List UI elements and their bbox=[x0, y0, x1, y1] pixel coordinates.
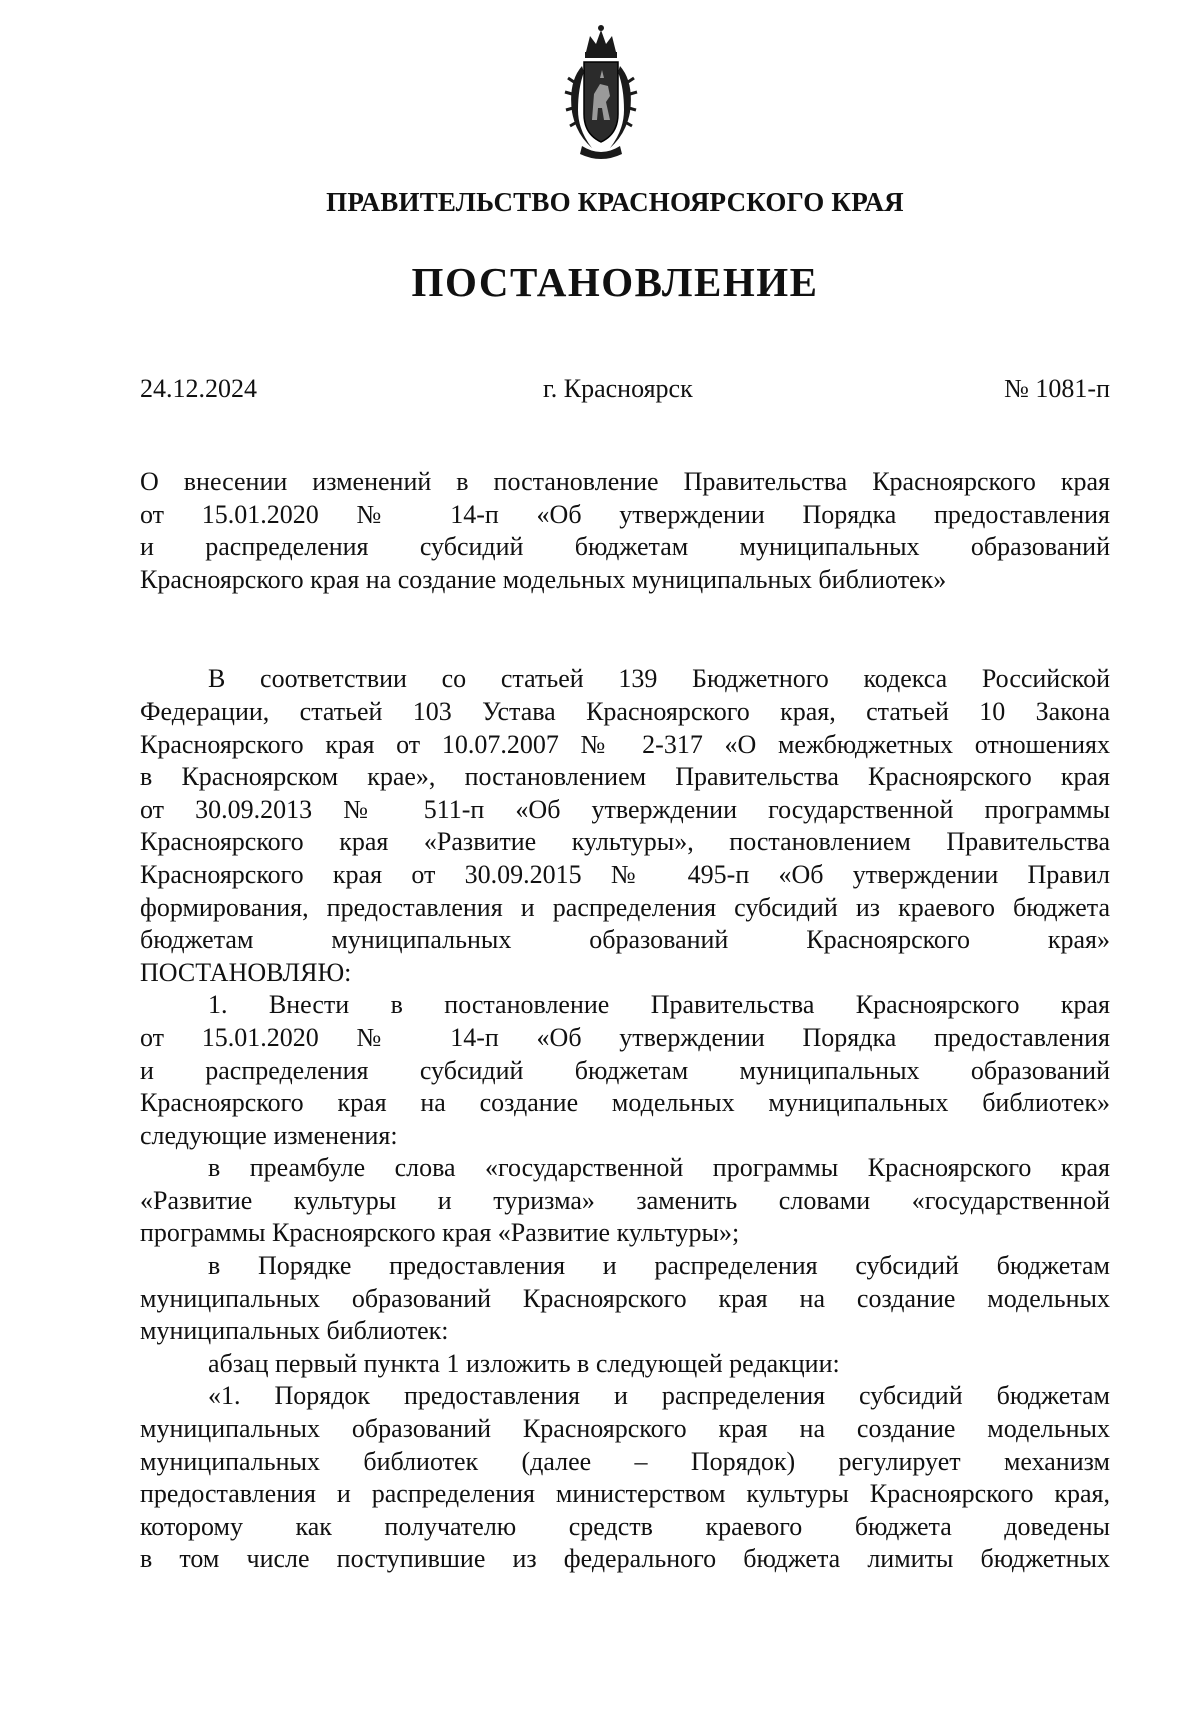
title-line: и распределения субсидий бюджетам муниципальных образований bbox=[140, 532, 1110, 562]
body-line: от 15.01.2020 № 14-п «Об утверждении Порядка предоставления bbox=[140, 1022, 1110, 1052]
body-line: 1. Внести в постановление Правительства Красноярского края bbox=[208, 990, 1110, 1020]
document-meta bbox=[140, 374, 1110, 408]
body-line: муниципальных библиотек (далее – Порядок) регулирует механизм bbox=[140, 1446, 1110, 1476]
body-line: Федерации, статьей 103 Устава Красноярского края, статьей 10 Закона bbox=[140, 696, 1110, 726]
krasnoyarsk-coat-of-arms-icon bbox=[564, 22, 638, 162]
body-line: В соответствии со статьей 139 Бюджетного кодекса Российской bbox=[208, 664, 1110, 694]
body-line: в Красноярском крае», постановлением Правительства Красноярского края bbox=[140, 762, 1110, 792]
body-line: от 30.09.2013 № 511-п «Об утверждении государственной программы bbox=[140, 794, 1110, 824]
document-city: г. Красноярск bbox=[543, 374, 693, 403]
body-line: Красноярского края от 30.09.2015 № 495-п «Об утверждении Правил bbox=[140, 859, 1110, 889]
body-line: Красноярского края на создание модельных муниципальных библиотек» bbox=[140, 1088, 1110, 1118]
body-line: муниципальных образований Красноярского края на создание модельных bbox=[140, 1283, 1110, 1313]
title-line: О внесении изменений в постановление Правительства Красноярского края bbox=[140, 467, 1110, 496]
body-line: «1. Порядок предоставления и распределения субсидий бюджетам bbox=[208, 1381, 1110, 1411]
body-line: следующие изменения: bbox=[140, 1120, 398, 1150]
body-line: абзац первый пункта 1 изложить в следующей редакции: bbox=[208, 1348, 840, 1378]
body-line: программы Красноярского края «Развитие культуры»; bbox=[140, 1218, 740, 1248]
title-line: от 15.01.2020 № 14-п «Об утверждении Порядка предоставления bbox=[140, 499, 1110, 529]
document-body bbox=[140, 466, 1110, 1576]
body-line: и распределения субсидий бюджетам муниципальных образований bbox=[140, 1055, 1110, 1085]
document-type: ПОСТАНОВЛЕНИЕ bbox=[411, 259, 819, 305]
spacer bbox=[140, 596, 1110, 663]
body-line: в Порядке предоставления и распределения субсидий бюджетам bbox=[208, 1251, 1110, 1281]
government-name: ПРАВИТЕЛЬСТВО КРАСНОЯРСКОГО КРАЯ bbox=[326, 187, 904, 217]
body-line: Красноярского края от 10.07.2007 № 2-317 «О межбюджетных отношениях bbox=[140, 729, 1110, 759]
document-number: № 1081-п bbox=[1004, 374, 1110, 403]
body-line: формирования, предоставления и распределения субсидий из краевого бюджета bbox=[140, 892, 1110, 922]
body-line: ПОСТАНОВЛЯЮ: bbox=[140, 957, 352, 987]
body-line: муниципальных образований Красноярского края на создание модельных bbox=[140, 1414, 1110, 1444]
title-line: Красноярского края на создание модельных муниципальных библиотек» bbox=[140, 564, 947, 594]
body-line: Красноярского края «Развитие культуры», постановлением Правительства bbox=[140, 827, 1110, 857]
body-line: в том числе поступившие из федерального бюджета лимиты бюджетных bbox=[140, 1544, 1110, 1574]
body-line: которому как получателю средств краевого бюджета доведены bbox=[140, 1511, 1110, 1541]
body-line: предоставления и распределения министерством культуры Красноярского края, bbox=[140, 1479, 1110, 1509]
document-date: 24.12.2024 bbox=[140, 374, 257, 403]
body-line: «Развитие культуры и туризма» заменить словами «государственной bbox=[140, 1185, 1110, 1215]
body-line: в преамбуле слова «государственной программы Красноярского края bbox=[208, 1153, 1110, 1183]
body-line: муниципальных библиотек: bbox=[140, 1316, 449, 1346]
body-line: бюджетам муниципальных образований Красноярского края» bbox=[140, 925, 1110, 955]
